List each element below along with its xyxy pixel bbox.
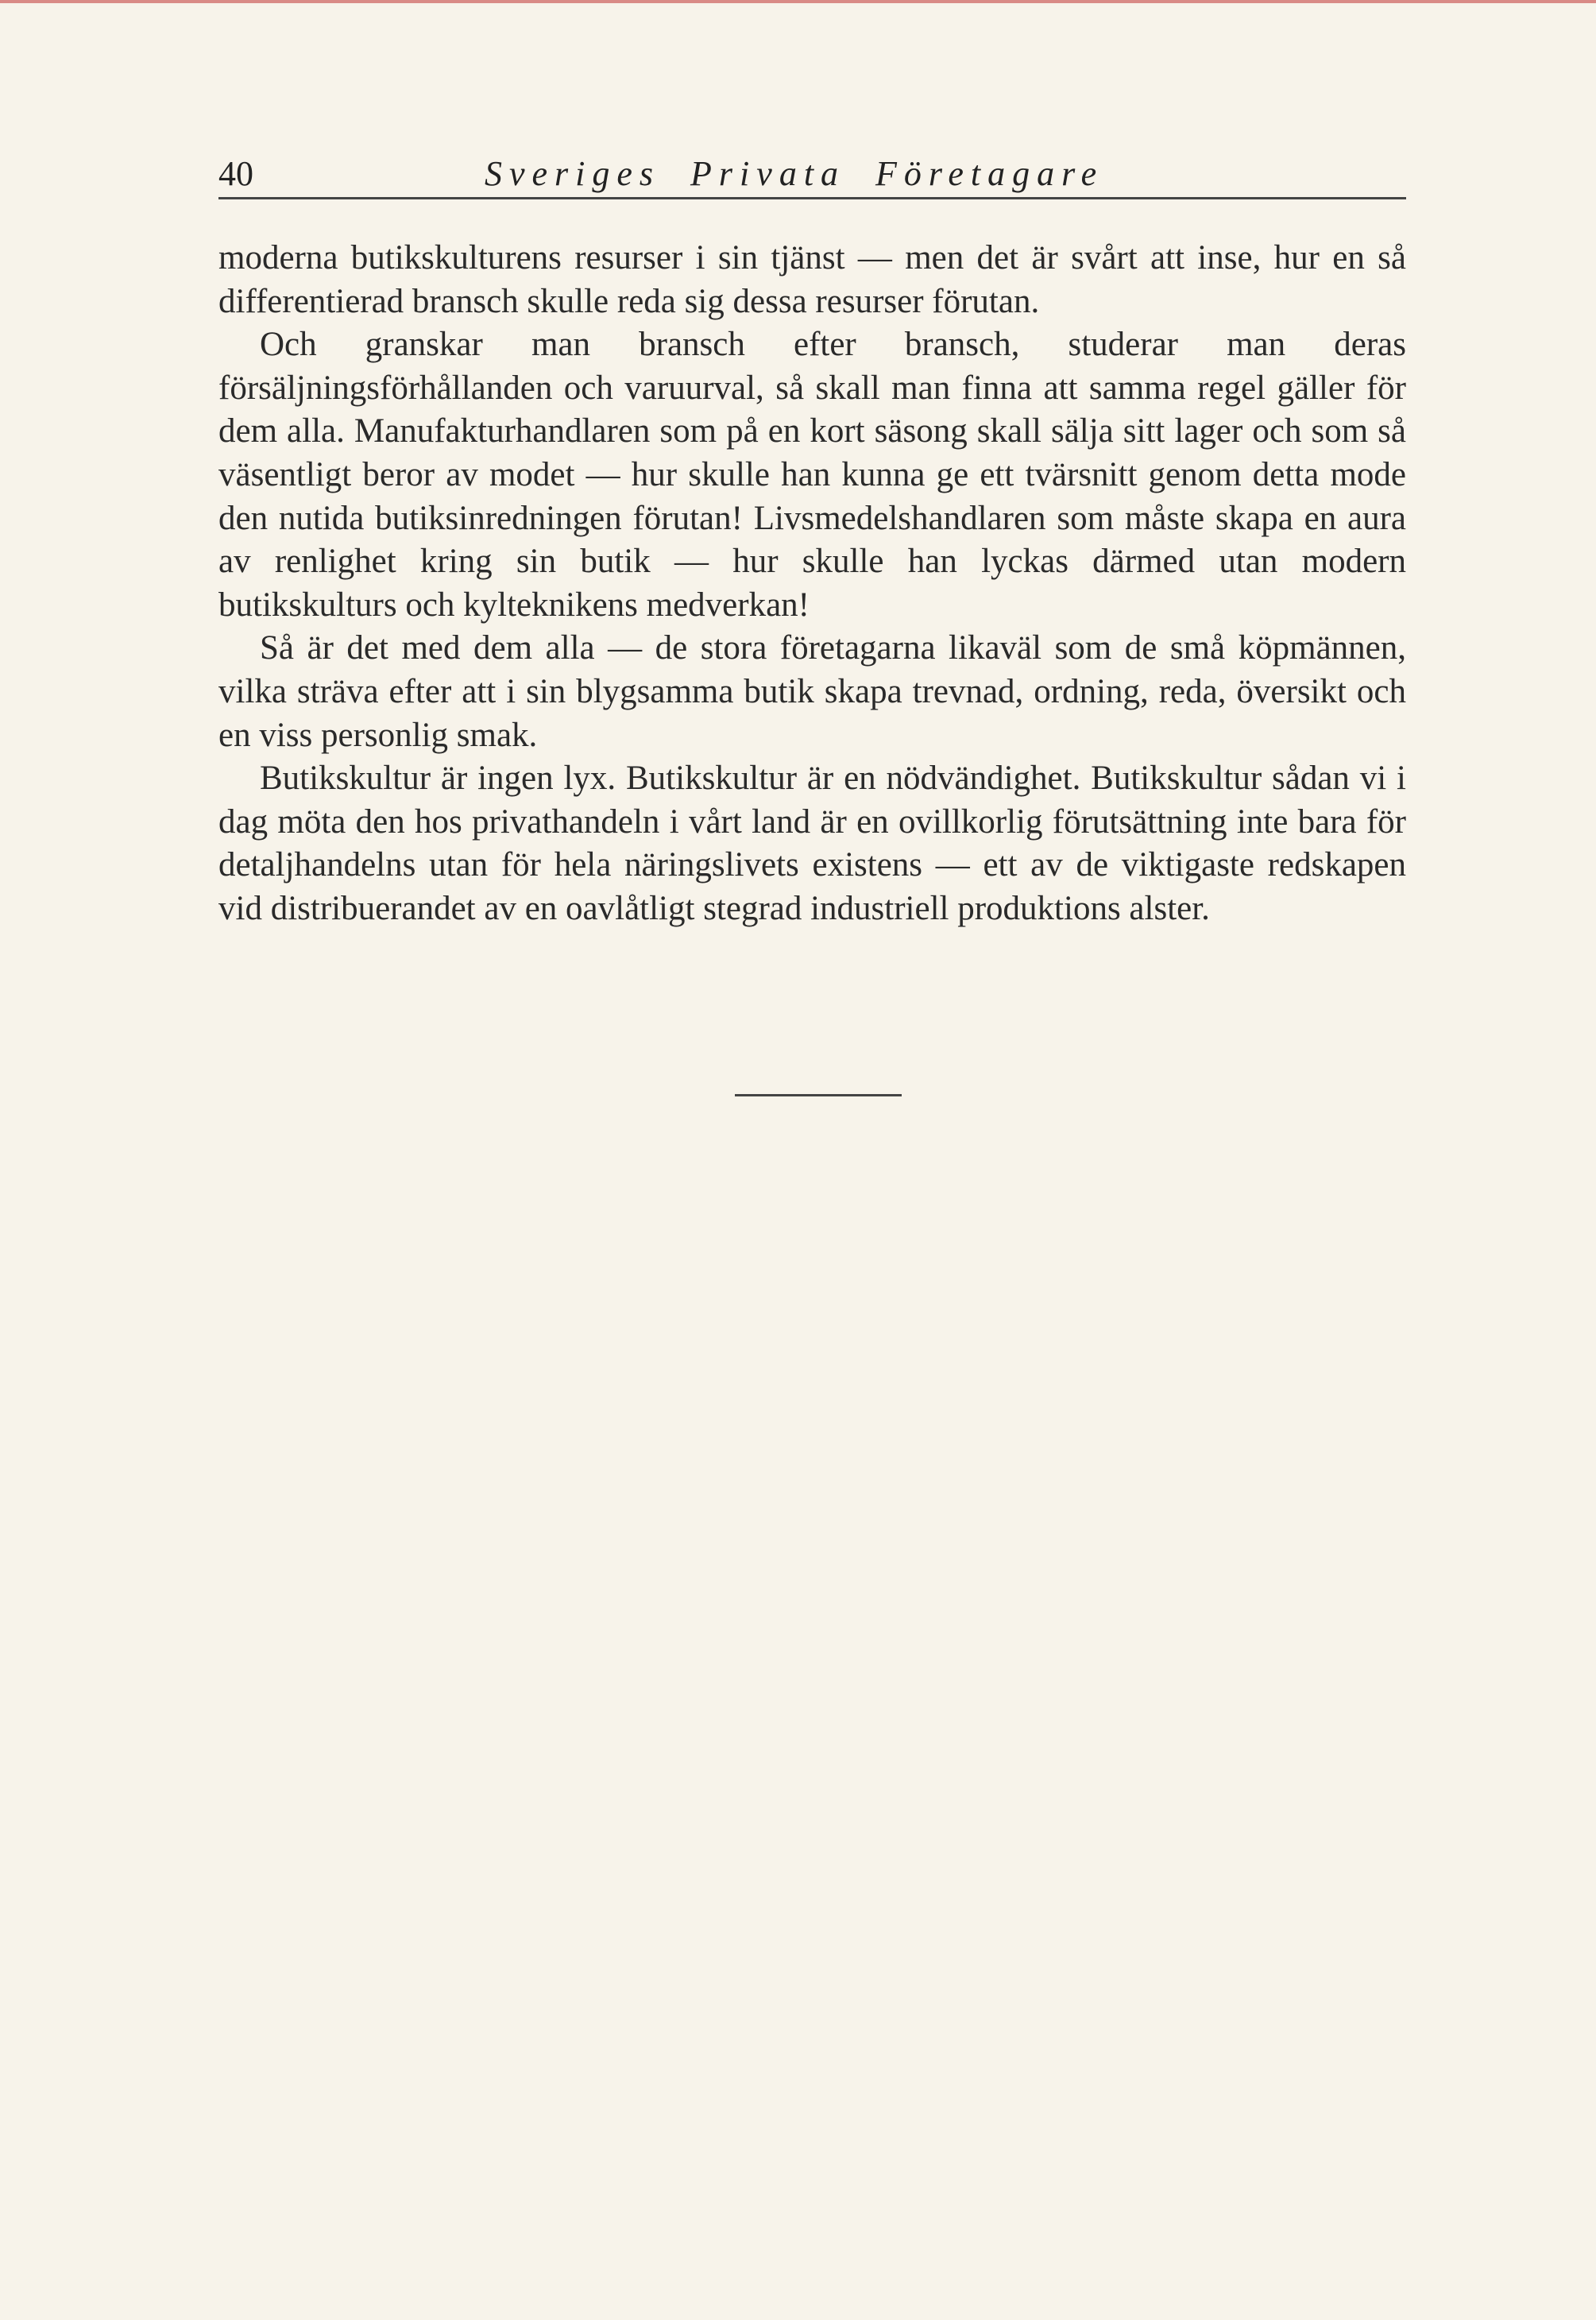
paragraph-3: Så är det med dem alla — de stora företagarna likaväl som de små köpmännen, vilka sträva efter att i sin blygsamma butik skapa trevnad, ordning, reda, översikt och en viss personlig smak.	[218, 629, 1406, 754]
paragraph-2: Och granskar man bransch efter bransch, studerar man deras försäljningsförhållanden och varuurval, så skall man finna att samma regel gäller för dem alla. Manufakturhandlaren som på en kort säsong skall sälja sitt lager och som så väsentligt beror av modet — hur skulle han kunna ge ett tvärsnitt genom detta mode den nutida butiksinredningen förutan! Livsmedelshandlaren som måste skapa en aura av renlighet kring sin butik — hur skulle han lyckas därmed utan modern butikskulturs och kylteknikens medverkan!	[218, 326, 1406, 624]
paragraph-4: Butikskultur är ingen lyx. Butikskultur är en nödvändighet. Butikskultur sådan vi i dag möta den hos privathandeln i vårt land är en ovillkorlig förutsättning inte bara för detaljhandelns utan för hela näringslivets existens — ett av de viktigaste redskapen vid distribuerandet av en oavlåtligt stegrad industriell produktions alster.	[218, 760, 1406, 927]
page-number: 40	[218, 154, 253, 193]
page-top-edge	[0, 0, 1596, 3]
section-end-rule	[735, 1094, 902, 1096]
running-title: Sveriges Privata Företagare	[485, 154, 1104, 193]
body-text	[218, 237, 1406, 931]
paragraph-1: moderna butikskulturens resurser i sin tjänst — men det är svårt att inse, hur en så differentierad bransch skulle reda sig dessa resurser förutan.	[218, 239, 1406, 320]
running-header	[218, 151, 1406, 199]
